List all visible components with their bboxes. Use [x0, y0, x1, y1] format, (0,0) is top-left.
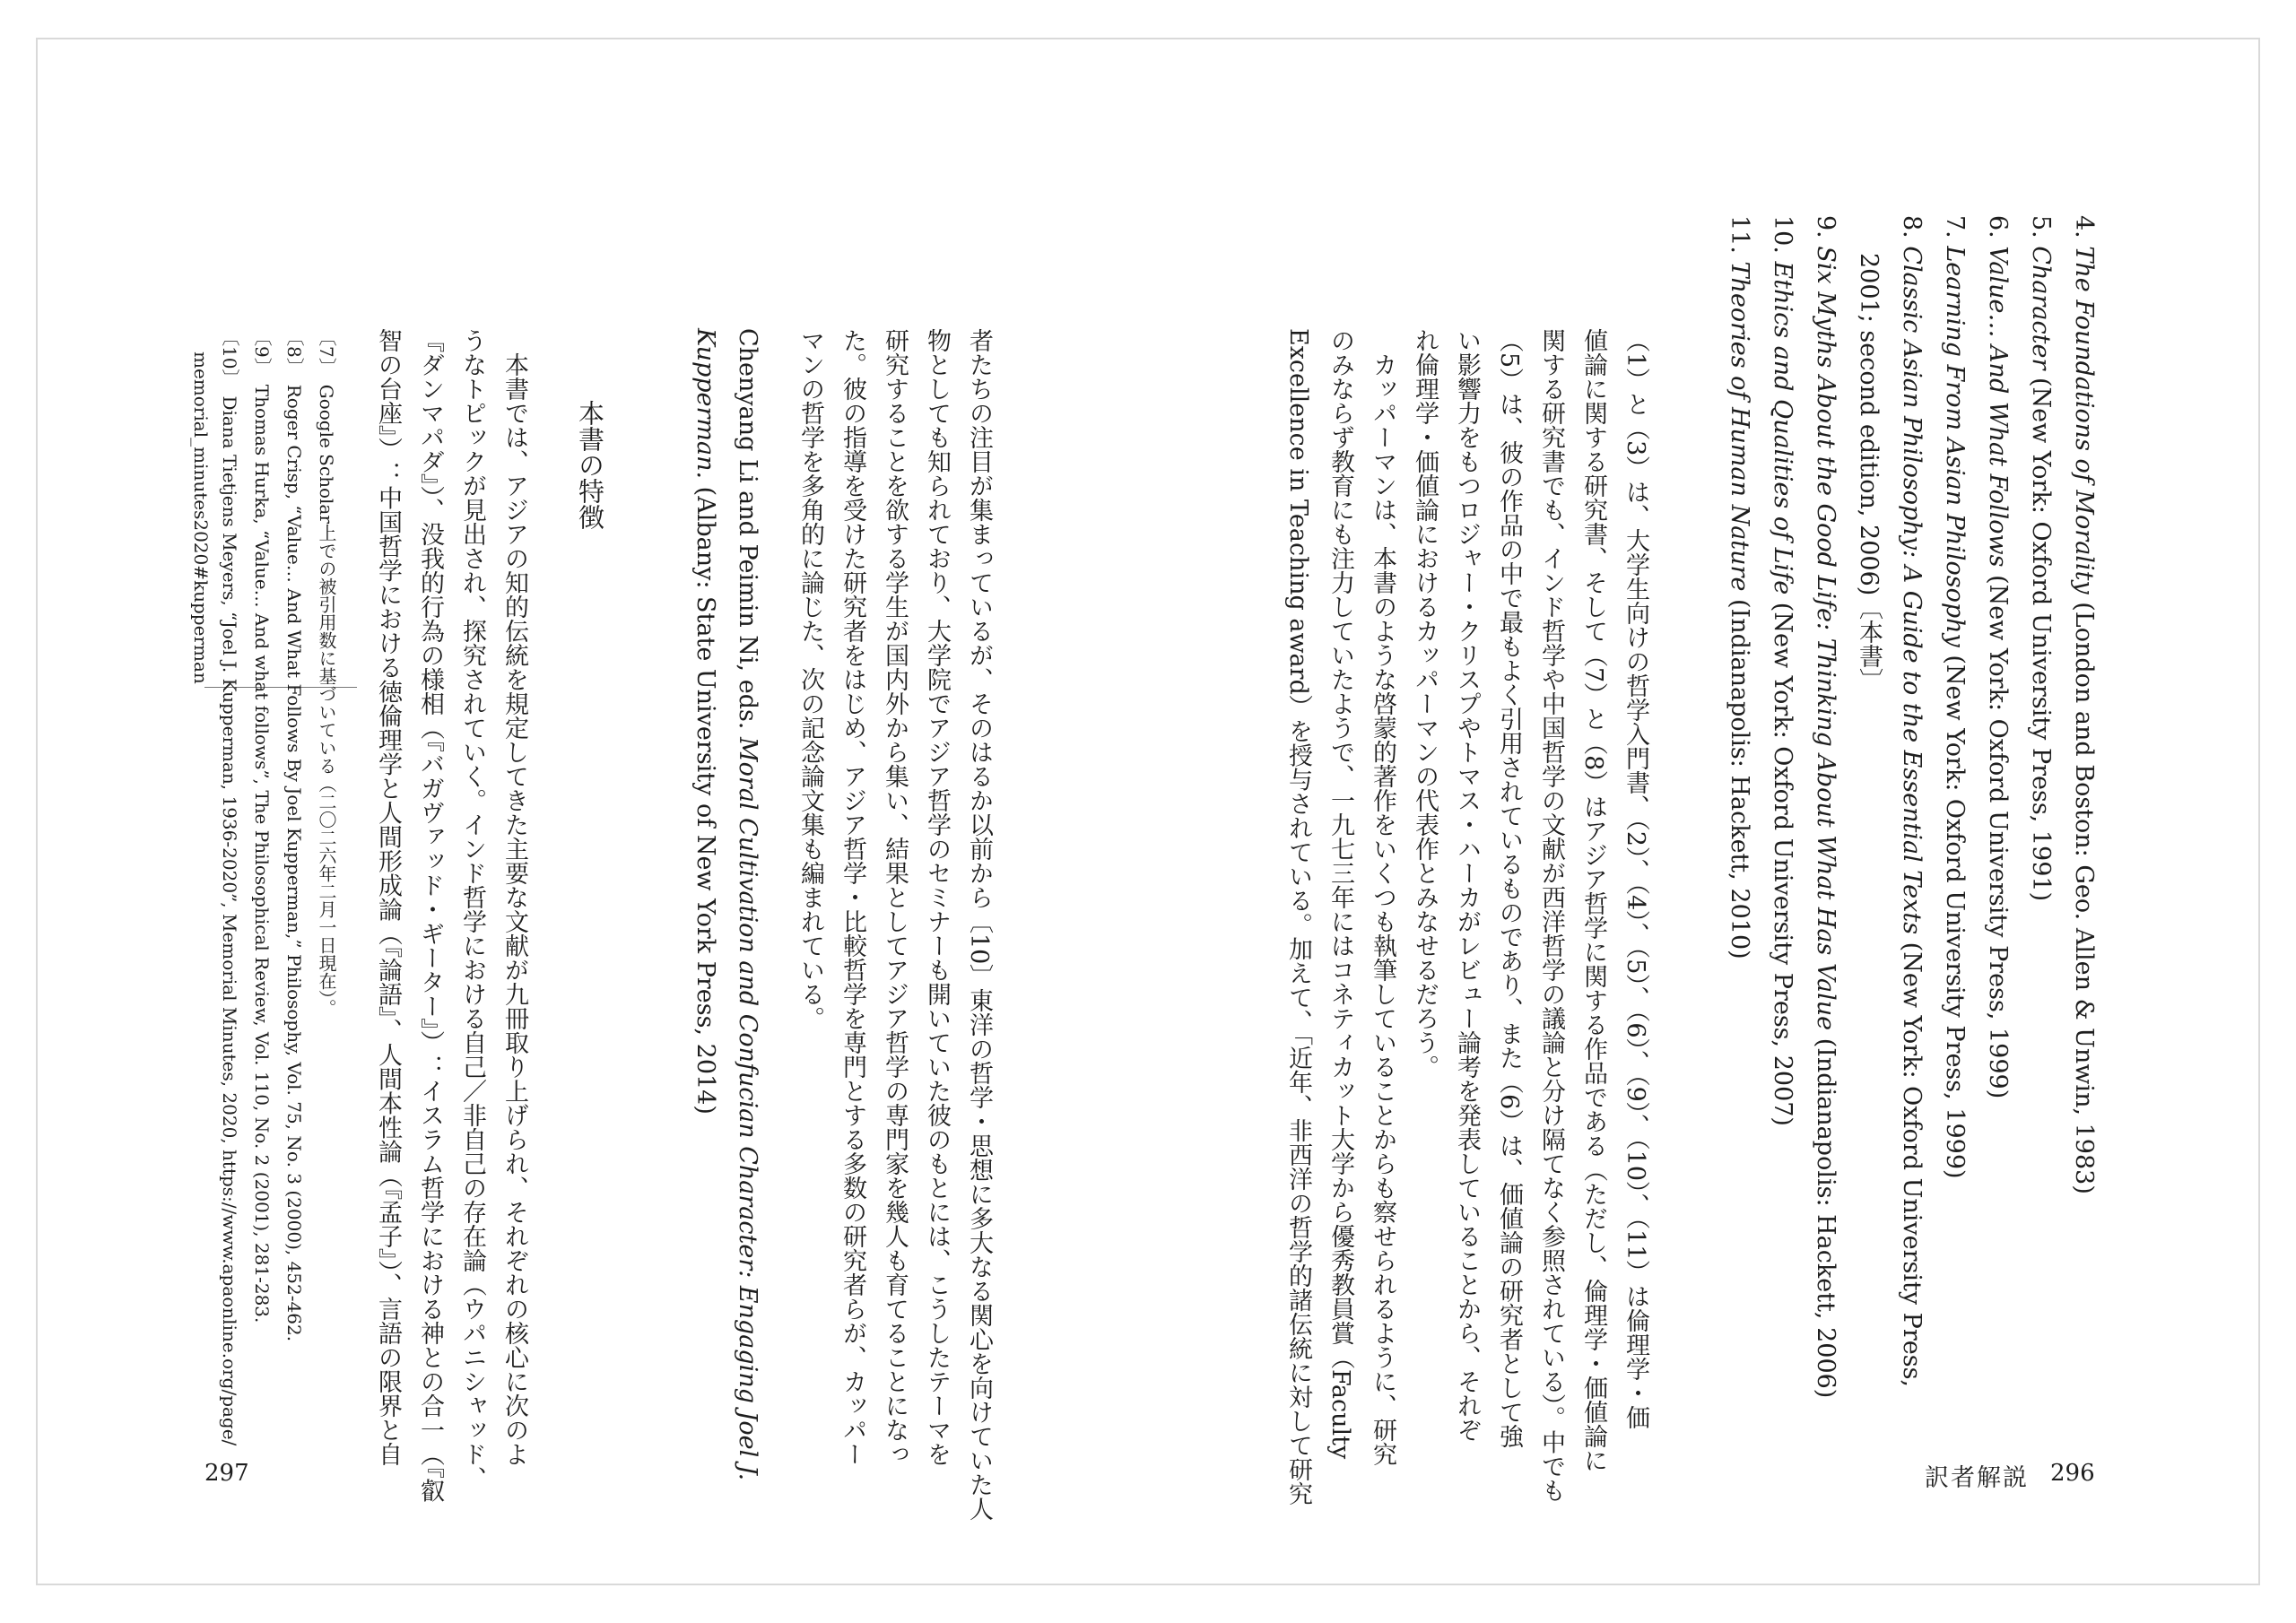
list-item-10: 10. Ethics and Qualities of Life (New York: Oxford University Press, 2007) — [1769, 215, 1796, 1126]
footnote: 〔10〕 Diana Tietjens Meyers, “Joel J. Kupperman, 1936-2020”, Memorial Minutes, 2020, https://www.apaonline.org/page/ — [219, 328, 240, 1446]
list-item-5: 5. Character (New York: Oxford University Press, 1991) — [2027, 215, 2055, 902]
body-line: 物としても知られており、大学院でアジア哲学のセミナーも開いていた彼のもとには、こうしたテーマを — [923, 328, 951, 1466]
footnote: 〔9〕 Thomas Hurka, “Value… And what follows”, The Philosophical Review, Vol. 110, No. 2 (2001), 281-283. — [251, 328, 273, 1324]
list-item-6: 6. Value… And What Follows (New York: Oxford University Press, 1999) — [1984, 215, 2012, 1099]
citation-line: Kupperman. (Albany: State University of New York Press, 2014) — [691, 328, 719, 1115]
footnote: 〔8〕 Roger Crisp, “Value… And What Follows By Joel Kupperman,” Philosophy, Vol. 75, No. 3 (2000), 452-462. — [283, 328, 305, 1342]
body-line: い影響力をもつロジャー・クリスプやトマス・ハーカがレビュー論考を発表していることから、それぞ — [1453, 328, 1481, 1442]
body-line: 値論に関する研究書、そして（7）と（8）はアジア哲学に関する作品である（ただし、倫理学・価値論に — [1579, 328, 1607, 1473]
body-line: カッパーマンは、本書のような啓蒙的著作をいくつも執筆していることからも察せられるように、研究 — [1369, 328, 1396, 1466]
page-frame — [36, 38, 2260, 1585]
list-item-9: 9. Six Myths About the Good Life: Thinking About What Has Value (Indianapolis: Hackett, 2006) — [1812, 215, 1839, 1399]
section-heading: 本書の特徴 — [575, 400, 605, 530]
body-line: Excellence in Teaching award）を授与されている。加えて、「近年、非西洋の哲学的諸伝統に対して研究 — [1284, 328, 1312, 1506]
citation-line: Chenyang Li and Peimin Ni, eds. Moral Cultivation and Confucian Character: Engaging Joel J. — [734, 328, 761, 1481]
page-number-left: 297 — [204, 1460, 249, 1487]
body-line: 『ダンマパダ』）、没我的行為の様相（『バガヴァッド・ギーター』）：イスラム哲学における神との合一（『叡 — [416, 328, 444, 1503]
body-line: 者たちの注目が集まっているが、そのはるか以前から〔10〕東洋の哲学・思想に多大なる関心を向けていた人 — [965, 328, 993, 1522]
list-item-7: 7. Learning From Asian Philosophy (New York: Oxford University Press, 1999) — [1941, 215, 1969, 1179]
body-line: 関する研究書でも、インド哲学や中国哲学の文献が西洋哲学の議論と分け隔てなく参照されている）。中でも — [1537, 328, 1565, 1503]
list-item-11: 11. Theories of Human Nature (Indianapolis: Hackett, 2010) — [1726, 215, 1753, 959]
body-line: のみならず教育にも注力していたようで、一九七三年にはコネティカット大学から優秀教員賞（Faculty — [1326, 328, 1354, 1460]
running-head: 訳者解説 — [1925, 1464, 2029, 1492]
list-item-8: 8. Classic Asian Philosophy: A Guide to the Essential Texts (New York: Oxford University Press, — [1898, 215, 1926, 1388]
footnote: memorial_minutes2020#kupperman — [190, 352, 212, 684]
body-line: た。彼の指導を受けた研究者をはじめ、アジア哲学・比較哲学を専門とする多数の研究者らが、カッパー — [839, 328, 866, 1466]
list-item-4: 4. The Foundations of Morality (London and Boston: Geo. Allen & Unwin, 1983) — [2070, 215, 2098, 1194]
body-line: 研究することを欲する学生が国内外から集い、結果としてアジア哲学の専門家を幾人も育てることになっ — [881, 328, 909, 1466]
body-line: 本書では、アジアの知的伝統を規定してきた主要な文献が九冊取り上げられ、それぞれの核心に次のよ — [500, 328, 528, 1466]
body-line: れ倫理学・価値論におけるカッパーマンの代表作とみなせるだろう。 — [1411, 328, 1439, 1079]
body-line: （5）は、彼の作品の中で最もよく引用されているものであり、また（6）は、価値論の研究者として強 — [1495, 328, 1523, 1449]
page-number-right: 296 — [2050, 1460, 2095, 1487]
list-item-8-cont: 2001; second edition, 2006)〔本書〕 — [1855, 253, 1883, 693]
body-line: （1）と（3）は、大学生向けの哲学入門書、（2）、（4）、（5）、（6）、（9）、（10）、（11）は倫理学・価 — [1622, 328, 1649, 1430]
body-line: マンの哲学を多角的に論じた、次の記念論文集も編まれている。 — [796, 328, 824, 1030]
footnote: 〔7〕 Google Scholar上での被引用数に基づいている（二〇二六年二月一日現在）。 — [316, 328, 337, 1017]
body-line: うなトピックが見出され、探究されていく。インド哲学における自己／非自己の存在論（ウパニシャッド、 — [458, 328, 486, 1490]
body-line: 智の台座』）：中国哲学における徳倫理学と人間形成論（『論語』、人間本性論（『孟子』）、言語の限界と自 — [374, 328, 402, 1466]
